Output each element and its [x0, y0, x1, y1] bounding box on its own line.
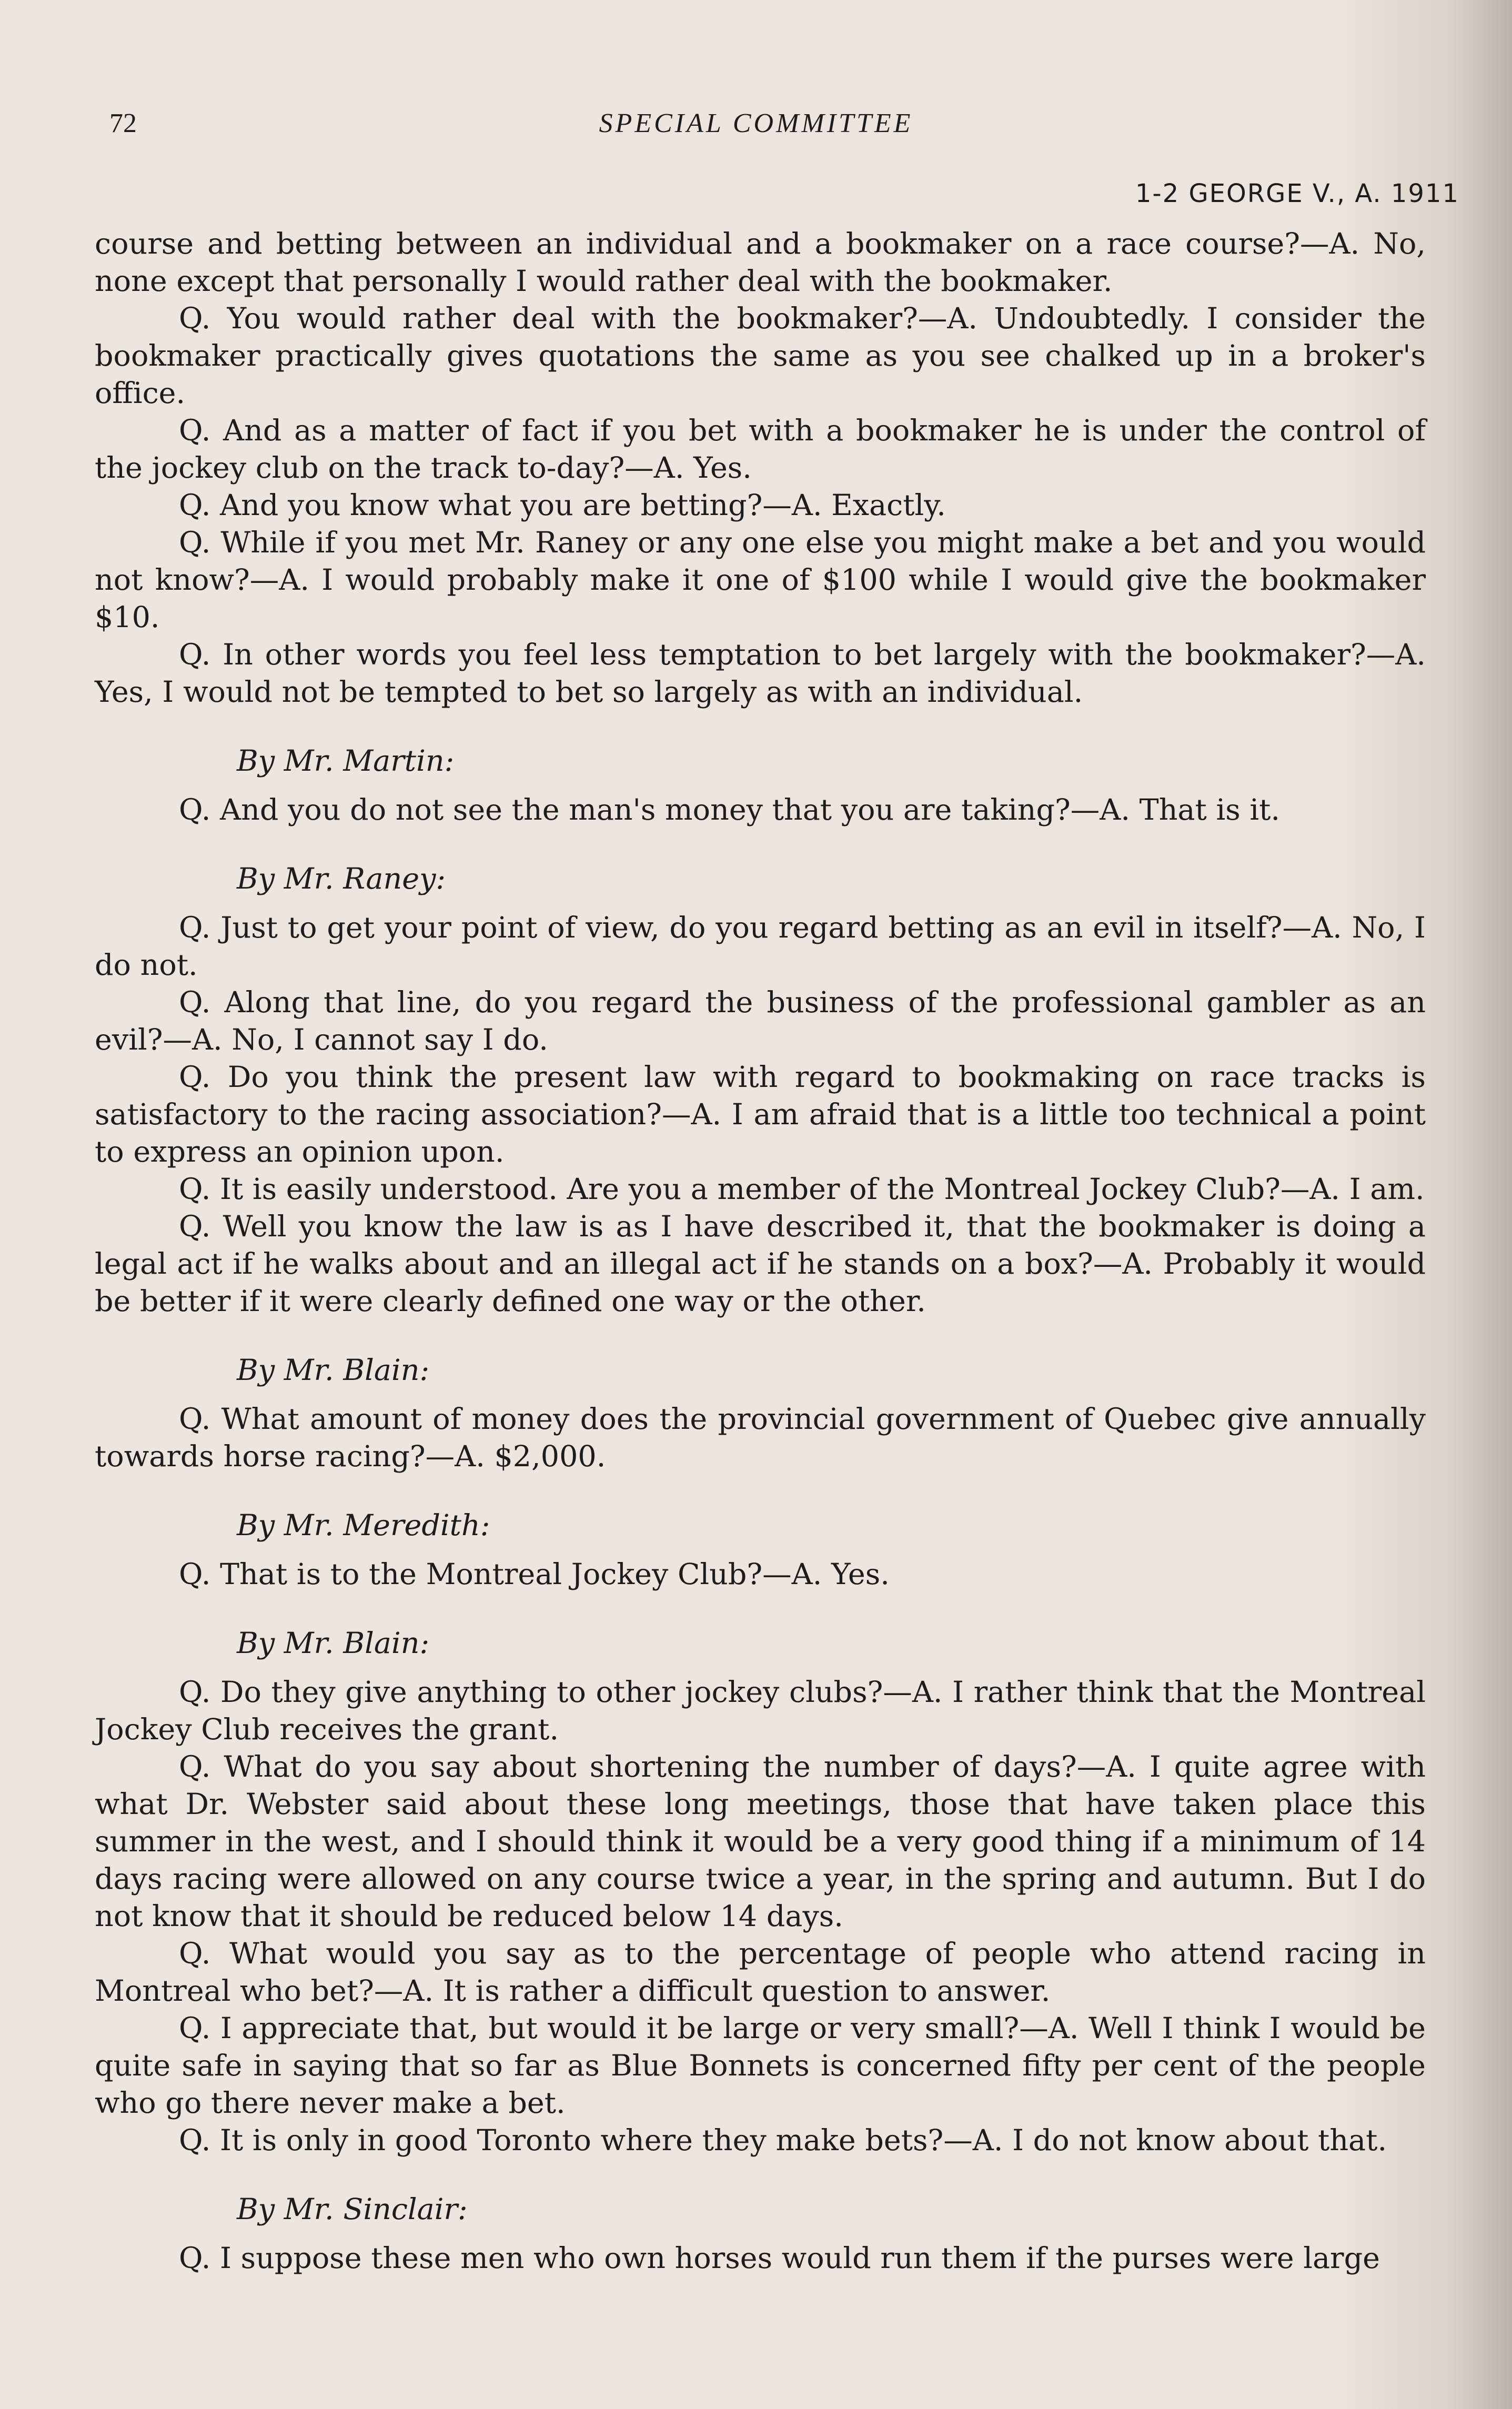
- question-paragraph: Q. Do they give anything to other jockey clubs?—A. I rather think that the Montreal Jockey Club receives the grant.: [95, 1675, 1426, 1747]
- question-paragraph: Q. What amount of money does the provincial government of Quebec give annually towards horse racing?—A. $2,000.: [95, 1402, 1426, 1474]
- speaker-heading: By Mr. Martin:: [237, 744, 455, 778]
- question-paragraph: Q. And you do not see the man's money that you are taking?—A. That is it.: [179, 793, 1281, 827]
- question-paragraph: Q. Do you think the present law with regard to bookmaking on race tracks is satisfactory to the racing association?—A. I am afraid that is a little too technical a point to express an opinion upon.: [95, 1060, 1426, 1169]
- speaker-heading: By Mr. Sinclair:: [237, 2192, 468, 2226]
- speaker-heading: By Mr. Blain:: [237, 1626, 430, 1660]
- question-paragraph: Q. That is to the Montreal Jockey Club?—A. Yes.: [179, 1557, 890, 1591]
- question-paragraph: Q. Along that line, do you regard the business of the professional gambler as an evil?—A. No, I cannot say I do.: [95, 985, 1426, 1057]
- speaker-heading: By Mr. Raney:: [237, 862, 446, 896]
- question-paragraph: Q. I appreciate that, but would it be large or very small?—A. Well I think I would be quite safe in saying that so far as Blue Bonnets is concerned fifty per cent of the people who go there never make a bet.: [95, 2011, 1426, 2120]
- question-paragraph: Q. Well you know the law is as I have described it, that the bookmaker is doing a legal act if he walks about and an illegal act if he stands on a box?—A. Probably it would be better if it were clearly defined one way or the other.: [95, 1209, 1426, 1318]
- question-paragraph: Q. What do you say about shortening the number of days?—A. I quite agree with what Dr. Webster said about these long meetings, those that have taken place this summer in the west, and I should think it would be a very good thing if a minimum of 14 days racing were allowed on any course twice a year, in the spring and autumn. But I do not know that it should be reduced below 14 days.: [95, 1750, 1426, 1933]
- speaker-heading: By Mr. Blain:: [237, 1353, 430, 1387]
- speaker-heading: By Mr. Meredith:: [237, 1508, 490, 1543]
- question-paragraph: Q. And you know what you are betting?—A. Exactly.: [179, 488, 946, 522]
- question-paragraph: Q. I suppose these men who own horses would run them if the purses were large: [179, 2241, 1380, 2275]
- question-paragraph: Q. In other words you feel less temptation to bet largely with the bookmaker?—A. Yes, I would not be tempted to bet so largely as with an individual.: [95, 638, 1426, 709]
- question-paragraph: Q. It is easily understood. Are you a member of the Montreal Jockey Club?—A. I am.: [179, 1172, 1425, 1206]
- running-head: SPECIAL COMMITTEE: [599, 108, 913, 138]
- session-line: 1-2 GEORGE V., A. 1911: [1135, 179, 1459, 208]
- question-paragraph: Q. While if you met Mr. Raney or any one else you might make a bet and you would not know?—A. I would probably make it one of $100 while I would give the bookmaker $10.: [95, 526, 1426, 634]
- question-paragraph: Q. Just to get your point of view, do you regard betting as an evil in itself?—A. No, I do not.: [95, 911, 1426, 982]
- question-paragraph: Q. You would rather deal with the bookmaker?—A. Undoubtedly. I consider the bookmaker practically gives quotations the same as you see chalked up in a broker's office.: [95, 301, 1426, 410]
- question-paragraph: Q. It is only in good Toronto where they make bets?—A. I do not know about that.: [179, 2123, 1387, 2158]
- question-paragraph: Q. What would you say as to the percentage of people who attend racing in Montreal who bet?—A. It is rather a difficult question to answer.: [95, 1937, 1426, 2008]
- question-paragraph: Q. And as a matter of fact if you bet with a bookmaker he is under the control of the jockey club on the track to-day?—A. Yes.: [95, 414, 1426, 485]
- paragraph: course and betting between an individual and a bookmaker on a race course?—A. No, none except that personally I would rather deal with the bookmaker.: [95, 227, 1426, 298]
- body-text: [95, 225, 1426, 2277]
- page-number: 72: [109, 108, 137, 138]
